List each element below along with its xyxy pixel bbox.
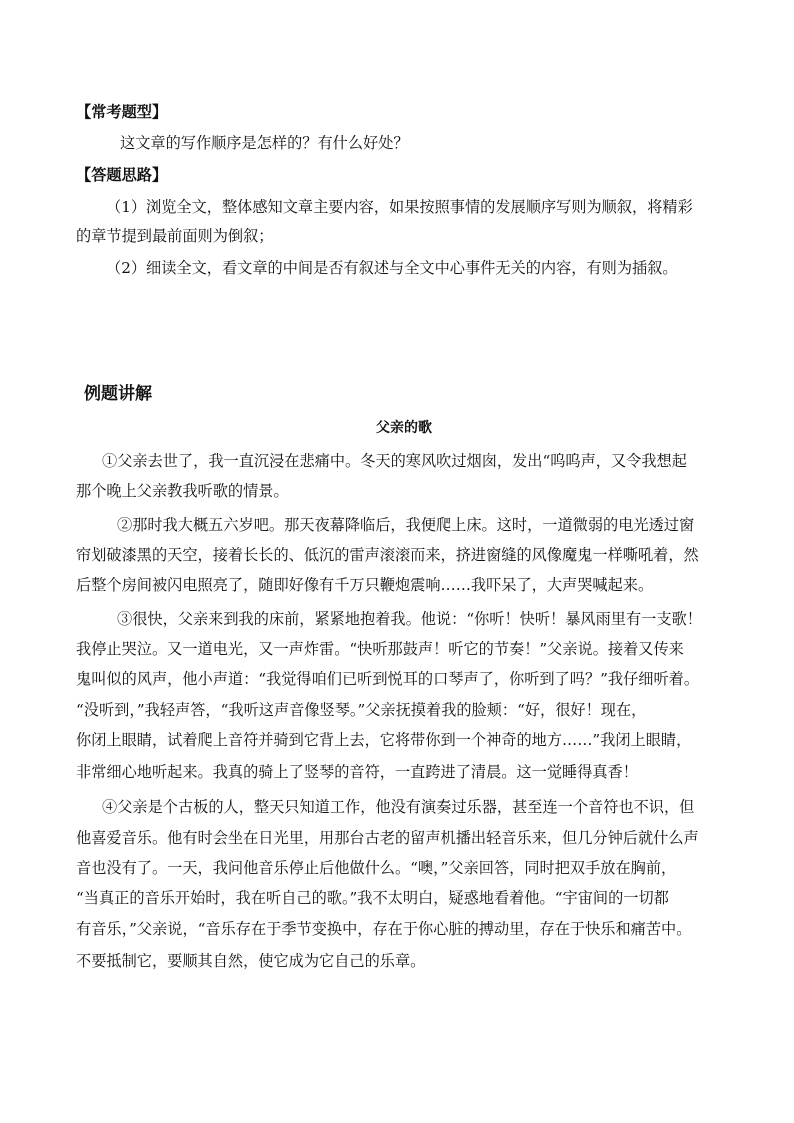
tips-heading-approach: 【答题思路】 xyxy=(76,166,168,184)
para-2-line-1: ②那时我大概五六岁吧。那天夜幕降临后，我便爬上床。这时，一道微弱的电光透过窗 xyxy=(117,516,695,534)
para-4-line-4: “当真正的音乐开始时，我在听自己的歌。”我不太明白，疑惑地看着他。“宇宙间的一切都 xyxy=(76,889,669,907)
tips-question: 这文章的写作顺序是怎样的？有什么好处？ xyxy=(120,134,409,152)
para-1-line-2: 那个晚上父亲教我听歌的情景。 xyxy=(76,482,289,500)
tips-point-2-line-1: （2）细读全文，看文章的中间是否有叙述与全文中心事件无关的内容，有则为插叙。 xyxy=(106,259,678,277)
para-3-line-3: 鬼叫似的风声，他小声道：“我觉得咱们已听到悦耳的口琴声了，你听到了吗？”我仔细听着。 xyxy=(76,670,700,688)
para-1-line-1: ①父亲去世了，我一直沉浸在悲痛中。冬天的寒风吹过烟囱，发出“呜呜声，又令我想起 xyxy=(102,452,687,470)
para-4-line-5: 有音乐，”父亲说，“音乐存在于季节变换中，存在于你心脏的搏动里，存在于快乐和痛苦中。 xyxy=(76,920,692,938)
para-2-line-3: 后整个房间被闪电照亮了，随即好像有千万只鞭炮震响……我吓呆了，大声哭喊起来。 xyxy=(76,576,654,594)
para-3-line-6: 非常细心地听起来。我真的骑上了竖琴的音符，一直跨进了清晨。这一觉睡得真香！ xyxy=(76,763,638,781)
para-2-line-2: 帘划破漆黑的天空，接着长长的、低沉的雷声滚滚而来，挤进窗缝的风像魔鬼一样嘶吼着，然 xyxy=(76,546,699,564)
story-title: 父亲的歌 xyxy=(376,420,432,436)
para-4-line-6: 不要抵制它，要顺其自然，使它成为它自己的乐章。 xyxy=(76,952,426,970)
para-3-line-2: 我停止哭泣。又一道电光，又一声炸雷。“快听那鼓声！听它的节奏！”父亲说。接着又传来 xyxy=(76,640,684,658)
para-4-line-2: 他喜爱音乐。他有时会坐在日光里，用那台古老的留声机播出轻音乐来，但几分钟后就什么声 xyxy=(76,829,699,847)
para-3-line-4: “没听到，”我轻声答，“我听这声音像竖琴。”父亲抚摸着我的脸颊：“好，很好！现在， xyxy=(76,701,647,719)
tips-point-1-line-1: （1）浏览全文，整体感知文章主要内容，如果按照事情的发展顺序写则为顺叙，将精彩 xyxy=(106,198,693,216)
tips-point-1-line-2: 的章节提到最前面则为倒叙； xyxy=(76,227,274,245)
para-3-line-1: ③很快，父亲来到我的床前，紧紧地抱着我。他说：“你听！快听！暴风雨里有一支歌！ xyxy=(117,610,702,628)
para-3-line-5: 你闭上眼睛，试着爬上音符并骑到它背上去，它将带你到一个神奇的地方……”我闭上眼睛， xyxy=(76,731,692,749)
para-4-line-1: ④父亲是个古板的人，整天只知道工作，他没有演奏过乐器，甚至连一个音符也不识，但 xyxy=(102,798,695,816)
para-4-line-3: 音也没有了。一天，我问他音乐停止后他做什么。“噢，”父亲回答，同时把双手放在胸前， xyxy=(76,859,677,877)
tips-heading-type: 【常考题型】 xyxy=(76,103,168,121)
section-title: 例题讲解 xyxy=(84,384,152,404)
